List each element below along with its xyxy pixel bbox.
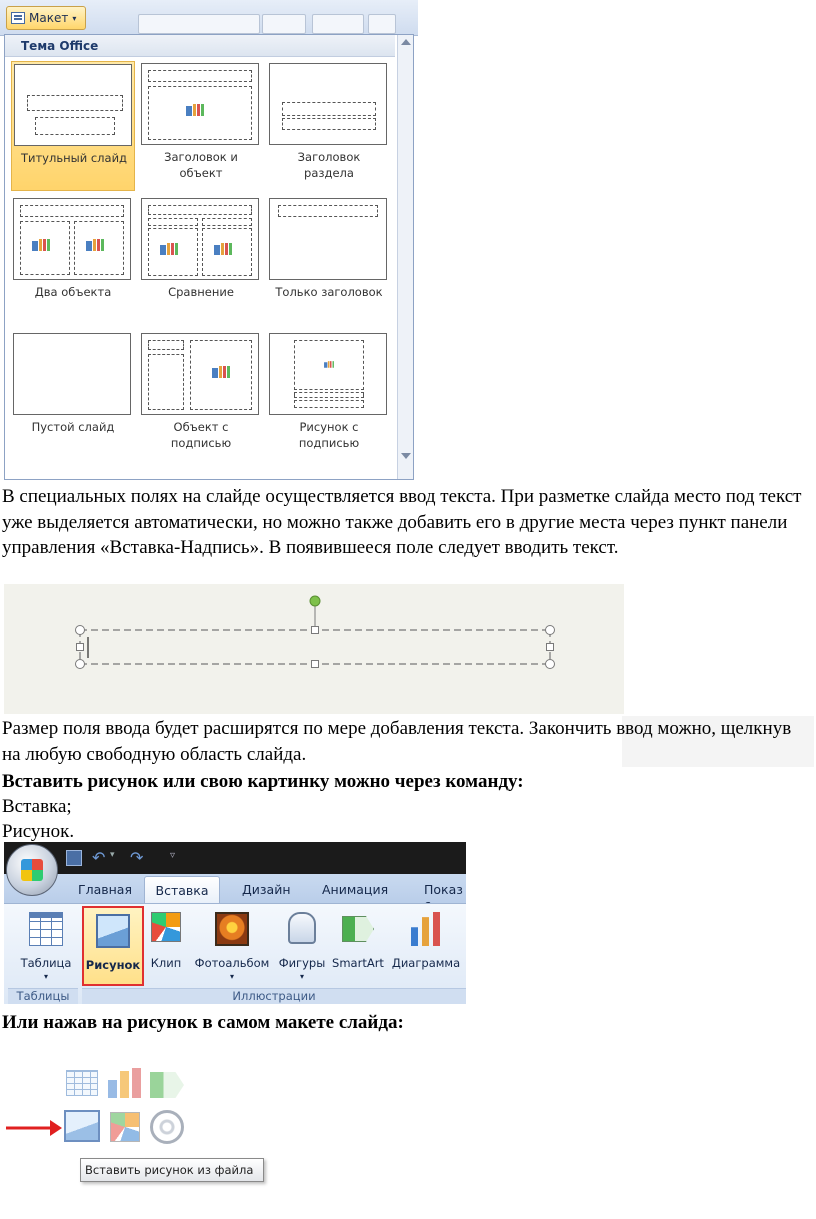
resize-handle[interactable] [75, 625, 85, 635]
undo-icon[interactable]: ↶ [92, 848, 106, 867]
paragraph-insert-picture-heading: Вставить рисунок или свою картинку можно через команду: [2, 771, 524, 792]
layout-picture-with-caption[interactable] [267, 331, 391, 461]
bar-chart-icon [409, 912, 443, 946]
layout-thumbnail [269, 198, 387, 280]
layout-thumbnail [13, 198, 131, 280]
resize-handle[interactable] [545, 659, 555, 669]
scroll-up-icon[interactable] [401, 39, 411, 45]
redo-icon[interactable]: ↷ [130, 848, 144, 867]
step-picture: Рисунок. [2, 821, 75, 842]
layout-title-and-content[interactable] [139, 61, 263, 191]
tab-insert[interactable]: Вставка [144, 876, 220, 905]
layout-icon [11, 12, 25, 24]
clipart-icon[interactable] [110, 1112, 140, 1142]
content-icon [186, 104, 204, 118]
smartart-button[interactable]: SmartArt [330, 906, 386, 986]
layout-title-only[interactable] [267, 196, 391, 326]
layout-button[interactable] [6, 6, 86, 30]
save-icon[interactable] [66, 850, 82, 866]
smartart-icon[interactable] [150, 1072, 184, 1098]
content-icon [212, 366, 230, 380]
chart-icon[interactable] [108, 1068, 142, 1098]
resize-handle[interactable] [311, 626, 319, 634]
paragraph-layout-heading: Или нажав на рисунок в самом макете слайда: [2, 1012, 404, 1033]
layout-thumbnail [14, 64, 132, 146]
layout-dropdown-panel [4, 34, 414, 480]
scroll-down-icon[interactable] [401, 453, 411, 459]
layout-label: Заголовок и объект [164, 150, 238, 180]
font-name-box [138, 14, 260, 34]
picture-icon[interactable] [64, 1110, 100, 1142]
tooltip: Вставить рисунок из файла [80, 1158, 264, 1182]
layout-label: Титульный слайд [20, 151, 127, 165]
chevron-down-icon: ▾ [229, 972, 234, 981]
layout-two-content[interactable] [11, 196, 135, 326]
resize-handle[interactable] [546, 643, 554, 651]
photo-album-button[interactable]: Фотоальбом ▾ [190, 906, 274, 986]
layout-blank[interactable] [11, 331, 135, 461]
ribbon-strip [0, 0, 418, 36]
table-icon[interactable] [66, 1070, 98, 1096]
tab-slideshow[interactable]: Показ [424, 882, 463, 897]
layout-thumbnail [141, 333, 259, 415]
layout-label: Сравнение [168, 285, 234, 299]
layout-comparison[interactable] [139, 196, 263, 326]
layout-content-with-caption[interactable] [139, 331, 263, 461]
resize-handle[interactable] [545, 625, 555, 635]
layout-title-slide[interactable] [11, 61, 135, 191]
media-clip-icon[interactable] [150, 1110, 184, 1144]
content-icon [214, 243, 232, 257]
red-arrow-icon [4, 1116, 64, 1140]
layout-thumbnail [269, 333, 387, 415]
resize-handle[interactable] [311, 660, 319, 668]
table-button[interactable]: Таблица ▾ [10, 906, 82, 986]
resize-handle[interactable] [75, 659, 85, 669]
layout-label: Пустой слайд [31, 420, 115, 434]
layout-thumbnail [141, 63, 259, 145]
content-icon [160, 243, 178, 257]
font-grow-buttons [312, 14, 364, 34]
layout-button-label: Макет [29, 11, 69, 25]
layout-thumbnail [13, 333, 131, 415]
tab-animation[interactable]: Анимация [322, 882, 389, 897]
clipart-icon [151, 912, 181, 942]
photo-album-icon [215, 912, 249, 946]
textbox-frame [4, 584, 624, 714]
layout-label: Заголовок раздела [297, 150, 361, 180]
chevron-down-icon: ▾ [299, 972, 304, 981]
chart-button[interactable]: Диаграмма [386, 906, 466, 986]
paragraph-text-resize: Размер поля ввода будет расширятся по мере добавления текста. Закончить ввод можно, щелкнув на любую свободную область слайда. [2, 716, 814, 767]
content-icon [32, 239, 50, 253]
paragraph-text-input: В специальных полях на слайде осуществляется ввод текста. При разметке слайда место под текст уже выделяется автоматически, но можно также добавить его в другие места через пункт панели управления «Вставка-Надпись». В появившееся поле следует вводить текст. [2, 486, 802, 558]
chevron-down-icon[interactable]: ▾ [110, 850, 115, 860]
layout-thumbnail [269, 63, 387, 145]
picture-icon [324, 361, 334, 369]
placeholder-icons-screenshot [0, 1060, 280, 1190]
font-size-box [262, 14, 306, 34]
tab-home[interactable]: Главная [78, 882, 132, 897]
resize-handle[interactable] [76, 643, 84, 651]
group-label-tables: Таблицы [8, 988, 78, 1004]
table-icon [29, 912, 63, 946]
ribbon-tabs [4, 874, 466, 904]
layout-label: Объект с подписью [170, 420, 232, 450]
step-insert: Вставка; [2, 796, 72, 817]
office-button[interactable] [6, 844, 58, 896]
group-label-illustrations: Иллюстрации [82, 988, 466, 1004]
clear-format-button [368, 14, 396, 34]
layout-label: Два объекта [34, 285, 112, 299]
clip-button[interactable]: Клип [146, 906, 186, 986]
picture-button[interactable]: Рисунок [82, 906, 144, 986]
content-icon [86, 239, 104, 253]
smartart-icon [342, 916, 374, 942]
quick-access-toolbar [4, 842, 466, 874]
ribbon-body [4, 903, 466, 1004]
chevron-down-icon: ▾ [72, 13, 77, 23]
layout-section-header[interactable] [267, 61, 391, 191]
ribbon-screenshot [4, 842, 466, 1004]
vertical-scrollbar[interactable] [397, 35, 413, 479]
textbox-screenshot [4, 584, 624, 714]
layout-gallery-screenshot [0, 0, 418, 480]
theme-title: Тема Office [5, 35, 395, 57]
customize-toolbar-icon[interactable]: ▿ [170, 850, 176, 861]
picture-icon [96, 914, 130, 948]
tab-design[interactable]: Дизайн [242, 882, 291, 897]
layout-thumbnail [141, 198, 259, 280]
layout-label: Только заголовок [275, 285, 383, 299]
chevron-down-icon: ▾ [43, 972, 48, 981]
layout-label: Рисунок с подписью [298, 420, 360, 450]
shapes-button[interactable]: Фигуры ▾ [274, 906, 330, 986]
shapes-icon [288, 912, 316, 944]
